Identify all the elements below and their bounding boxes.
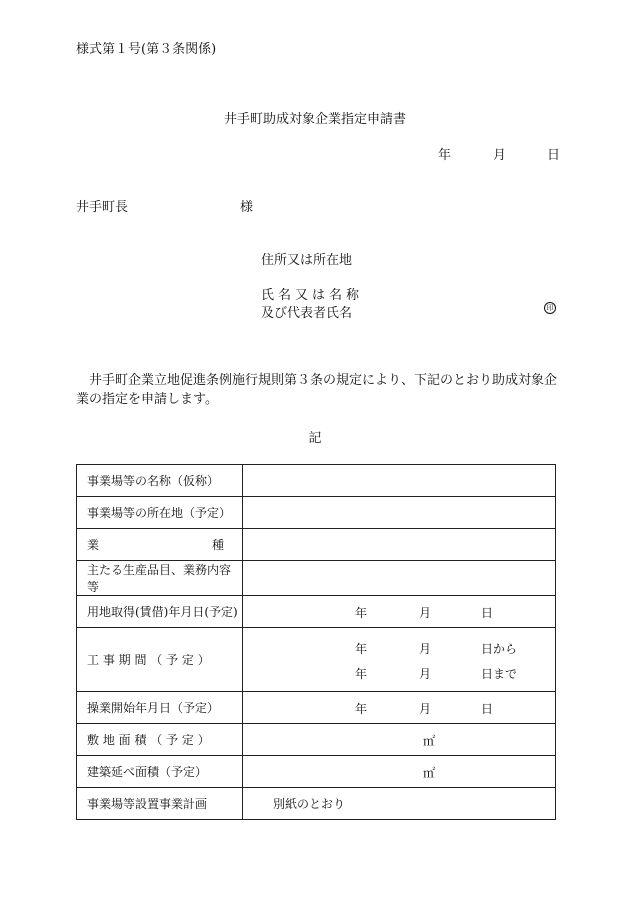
table-row (77, 596, 556, 628)
year-label: 年 (355, 702, 368, 716)
month-label: 月 (419, 642, 432, 656)
table-row (77, 788, 556, 820)
document-title: 井手町助成対象企業指定申請書 (223, 112, 406, 127)
value-cell[interactable] (243, 724, 556, 756)
year-label: 年 (355, 642, 368, 656)
addressee-honorific: 様 (240, 200, 254, 215)
value-cell[interactable] (243, 465, 556, 497)
row-label: 主たる生産品目、業務内容等 (77, 561, 243, 596)
year-label: 年 (355, 606, 368, 620)
value-cell[interactable] (243, 692, 556, 724)
ki-heading: 記 (308, 431, 322, 446)
value-cell[interactable] (243, 596, 556, 628)
value-cell[interactable] (243, 756, 556, 788)
area-unit-label: ㎡ (423, 766, 436, 780)
until-label: 日まで (481, 667, 518, 681)
applicant-address-label: 住所又は所在地 (261, 253, 353, 268)
day-label: 日 (481, 702, 494, 716)
plan-note: 別紙のとおり (273, 797, 346, 811)
table-row (77, 756, 556, 788)
row-label: 敷 地 面 積 （ 予 定 ） (77, 724, 243, 756)
applicant-representative-label: 及び代表者氏名 (261, 306, 353, 321)
date-year-label: 年 (438, 148, 452, 163)
body-paragraph: 井手町企業立地促進条例施行規則第３条の規定により、下記のとおり助成対象企業の指定を申請します。 (76, 373, 558, 407)
form-number: 様式第１号(第３条関係) (76, 42, 217, 57)
month-label: 月 (419, 702, 432, 716)
month-label: 月 (419, 667, 432, 681)
row-label (77, 529, 243, 561)
date-day-label: 日 (547, 148, 561, 163)
table-row (77, 465, 556, 497)
table-row (77, 529, 556, 561)
row-label-part: 業 (87, 538, 100, 552)
row-label: 用地取得(賃借)年月日(予定) (77, 596, 243, 628)
table-row (77, 692, 556, 724)
row-label: 事業場等の名称（仮称） (77, 465, 243, 497)
from-label: 日から (481, 642, 518, 656)
addressee-name: 井手町長 (76, 200, 129, 215)
row-label-part: 種 (211, 538, 224, 552)
row-label: 事業場等設置事業計画 (77, 788, 243, 820)
detail-table (76, 464, 556, 820)
value-cell[interactable] (243, 497, 556, 529)
year-label: 年 (355, 667, 368, 681)
value-cell[interactable] (243, 788, 556, 820)
month-label: 月 (419, 606, 432, 620)
seal-icon: 印 (544, 302, 556, 314)
row-label: 建築延べ面積（予定） (77, 756, 243, 788)
row-label: 操業開始年月日（予定） (77, 692, 243, 724)
table-row (77, 628, 556, 692)
value-cell[interactable] (243, 628, 556, 692)
table-row (77, 497, 556, 529)
table-row (77, 724, 556, 756)
row-label: 事業場等の所在地（予定） (77, 497, 243, 529)
day-label: 日 (481, 606, 494, 620)
date-month-label: 月 (493, 148, 507, 163)
applicant-name-label: 氏名又は名称 (261, 288, 364, 303)
area-unit-label: ㎡ (423, 734, 436, 748)
value-cell[interactable] (243, 561, 556, 596)
table-row (77, 561, 556, 596)
row-label: 工 事 期 間 （ 予 定 ） (77, 628, 243, 692)
value-cell[interactable] (243, 529, 556, 561)
